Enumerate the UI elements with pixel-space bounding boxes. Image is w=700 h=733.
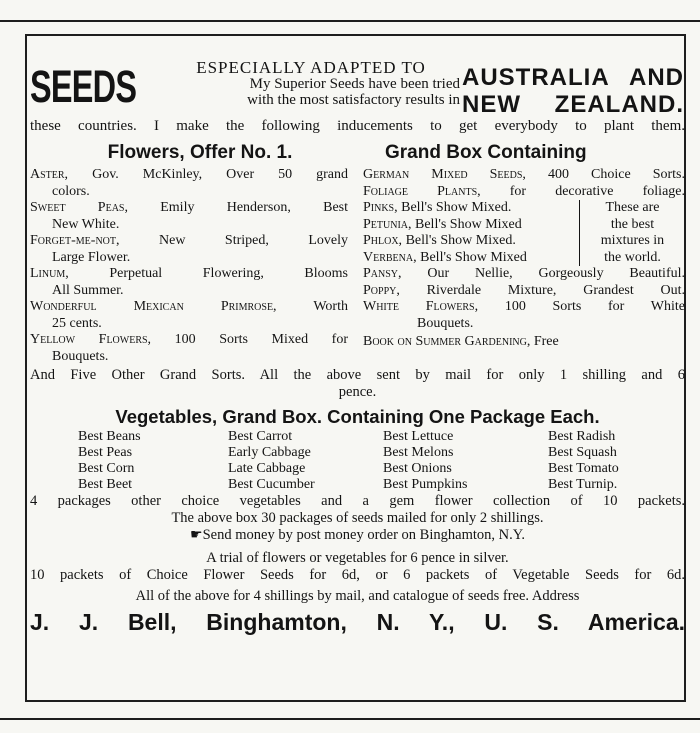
all-above-line: All of the above for 4 shillings by mail, and catalogue of seeds free. Address: [135, 588, 580, 604]
vegetable-item: Late Cabbage: [228, 461, 306, 476]
list-item: Wonderful Mexican Primrose, Worth: [30, 299, 348, 314]
intro-line: these countries. I make the following inducements to get everybody to plant them.: [30, 118, 685, 134]
list-item: Foliage Plants, for decorative foliage.: [363, 183, 685, 199]
results-line: with the most satisfactory results in: [247, 92, 460, 108]
vegetable-item: Best Carrot: [228, 429, 293, 444]
pointing-hand-icon: ☛: [190, 528, 203, 543]
seeds-headline: SEEDS: [30, 61, 137, 112]
list-item-cont: Bouquets.: [417, 315, 474, 331]
right-column: [363, 167, 685, 365]
list-item: German Mixed Seeds, 400 Choice Sorts.: [363, 167, 685, 182]
list-item: Aster, Gov. McKinley, Over 50 grand: [30, 167, 349, 182]
packages-line: 4 packages other choice vegetables and a gem flower collection of 10 packets.: [30, 493, 685, 509]
bottom-rule: [0, 718, 700, 720]
vegetable-item: Best Radish: [548, 429, 616, 444]
list-item: Pansy, Our Nellie, Gorgeously Beautiful.: [363, 266, 686, 281]
mixtures-group: [363, 200, 685, 266]
ad-content: [30, 60, 685, 637]
countries-block: [462, 64, 684, 118]
vegetable-item: Best Cucumber: [228, 477, 315, 492]
flowers-heading: Flowers, Offer No. 1.: [107, 142, 293, 163]
country-new: NEW: [462, 91, 521, 118]
vegetable-item: Best Beet: [78, 477, 133, 492]
money-order-line: [30, 527, 685, 544]
box-line: The above box 30 packages of seeds mailed for only 2 shillings.: [171, 510, 544, 526]
list-item: Petunia, Bell's Show Mixed: [363, 216, 522, 232]
ad-header: [30, 60, 685, 118]
vegetables-heading: Vegetables, Grand Box. Containing One Package Each.: [115, 406, 600, 427]
list-item-cont: New White.: [52, 216, 120, 232]
list-item: Yellow Flowers, 100 Sorts Mixed for: [30, 332, 348, 347]
address-signature: J. J. Bell, Binghamton, N. Y., U. S. America.: [30, 609, 685, 635]
note-line: the best: [610, 216, 655, 232]
list-item: Pinks, Bell's Show Mixed.: [363, 200, 512, 215]
vegetable-item: Best Tomato: [548, 461, 619, 476]
five-other-line: And Five Other Grand Sorts. All the above sent by mail for only 1 shilling and 6: [30, 367, 685, 383]
superior-seeds-line: My Superior Seeds have been tried: [249, 76, 460, 92]
note-line: the world.: [604, 249, 661, 265]
vegetable-item: Best Corn: [78, 461, 135, 476]
especially-adapted: ESPECIALLY ADAPTED TO: [196, 58, 426, 77]
list-item-cont: 25 cents.: [52, 315, 102, 331]
list-item: Linum, Perpetual Flowering, Blooms: [30, 266, 348, 281]
vegetable-item: Best Pumpkins: [383, 477, 468, 492]
especially-block: [162, 60, 460, 108]
list-item: Book on Summer Gardening, Free: [363, 334, 559, 349]
list-item: Poppy, Riverdale Mixture, Grandest Out.: [363, 282, 686, 298]
vegetables-grid: [30, 429, 685, 493]
vegetable-item: Best Turnip.: [548, 477, 618, 492]
list-item: Sweet Peas, Emily Henderson, Best: [30, 200, 348, 215]
country-zealand: ZEALAND.: [554, 91, 684, 118]
pence-line: pence.: [338, 384, 377, 400]
vegetable-item: Best Peas: [78, 445, 133, 460]
vegetable-item: Best Onions: [383, 461, 452, 476]
list-item-cont: Large Flower.: [52, 249, 131, 265]
offer-columns: [30, 167, 685, 365]
mixtures-note: [580, 200, 685, 266]
grand-box-heading: Grand Box Containing: [385, 142, 587, 163]
vegetable-item: Best Beans: [78, 429, 141, 444]
list-item-cont: Bouquets.: [52, 348, 109, 364]
country-australia: AUSTRALIA AND: [462, 64, 684, 91]
section-headings: [30, 141, 685, 165]
vegetable-item: Best Lettuce: [383, 429, 454, 444]
left-column: [30, 167, 348, 365]
trial-line: A trial of flowers or vegetables for 6 pence in silver.: [206, 550, 509, 566]
list-item: Phlox, Bell's Show Mixed.: [363, 233, 516, 248]
money-order-text: Send money by post money order on Binghamton, N.Y.: [202, 527, 525, 543]
list-item-cont: All Summer.: [52, 282, 124, 298]
list-item: White Flowers, 100 Sorts for White: [363, 299, 685, 314]
note-line: These are: [605, 200, 660, 215]
vegetable-item: Early Cabbage: [228, 445, 311, 460]
note-line: mixtures in: [600, 233, 665, 248]
vegetable-item: Best Melons: [383, 445, 454, 460]
top-rule: [0, 20, 700, 22]
list-item-cont: colors.: [52, 183, 90, 199]
list-item: Verbena, Bell's Show Mixed: [363, 249, 527, 265]
vegetable-item: Best Squash: [548, 445, 617, 460]
mixtures-list: [363, 200, 580, 266]
packets-line: 10 packets of Choice Flower Seeds for 6d, or 6 packets of Vegetable Seeds for 6d.: [30, 567, 685, 583]
list-item: Forget-me-not, New Striped, Lovely: [30, 233, 349, 248]
